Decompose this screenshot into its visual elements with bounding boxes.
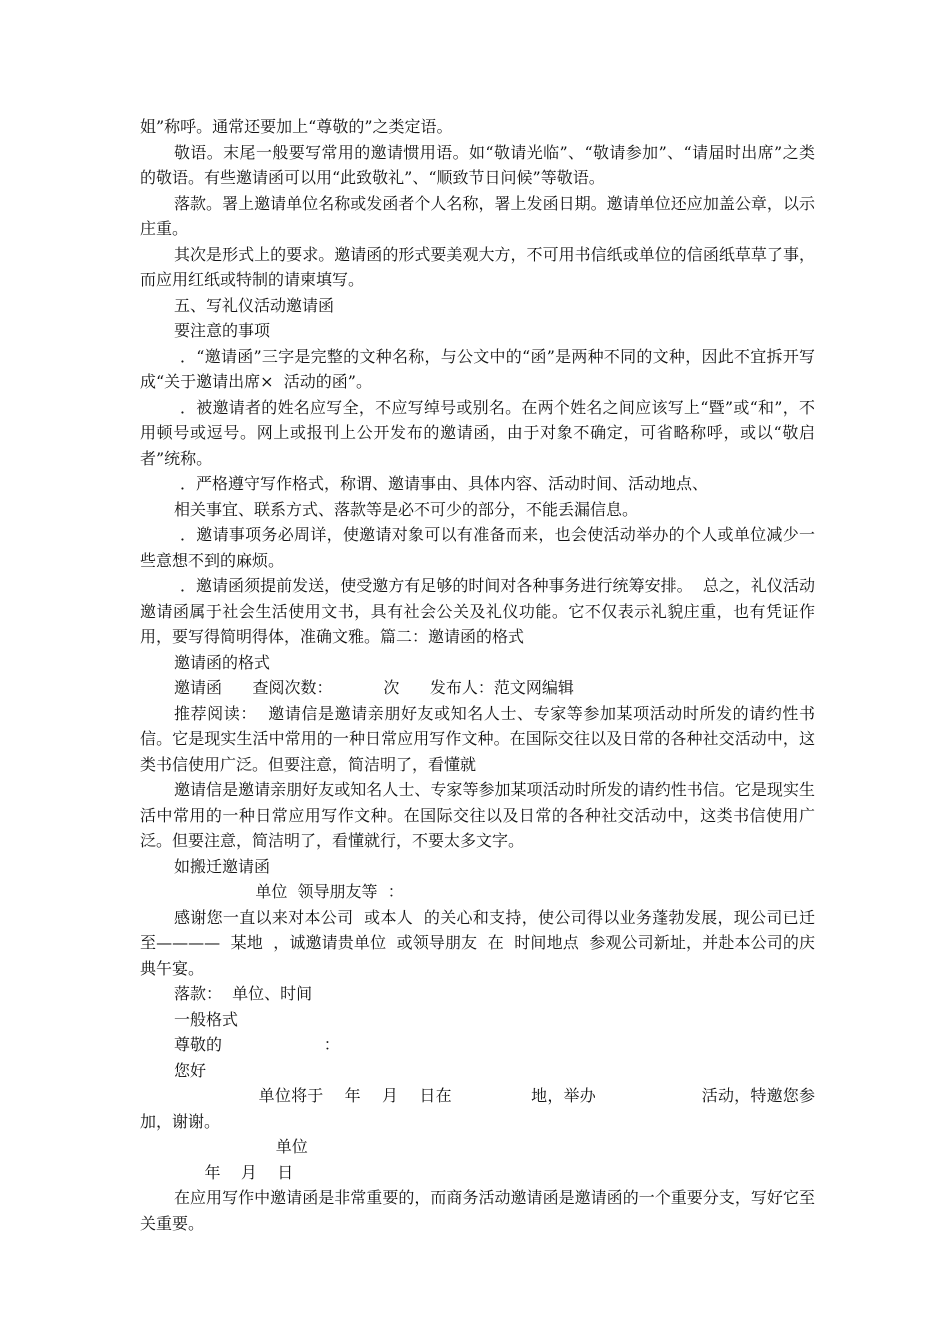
list-item: ．被邀请者的姓名应写全，不应写绰号或别名。在两个姓名之间应该写上“暨”或“和”，不用顿号或逗号。网上或报刊上公开发布的邀请函，由于对象不确定，可省略称呼，或以“敬启者”统称。 <box>140 397 815 468</box>
letter-date: 年 月 日 <box>174 1162 294 1182</box>
paragraph: 在应用写作中邀请函是非常重要的，而商务活动邀请函是邀请函的一个重要分支，写好它至关重要。 <box>140 1188 815 1233</box>
section-heading: 邀请函的格式 <box>174 652 271 672</box>
paragraph: 推荐阅读： 邀请信是邀请亲朋好友或知名人士、专家等参加某项活动时所发的请约性书信。它是现实生活中常用的一种日常应用写作文种。在国际交往以及日常的各种社交活动中，这类书信使用广泛。但要注意，简洁明了，看懂就 <box>140 703 815 774</box>
paragraph: 要注意的事项 <box>174 321 271 340</box>
letter-greeting: 您好 <box>174 1060 207 1080</box>
section-heading: 五、写礼仪活动邀请函 <box>174 295 335 315</box>
list-item: ．“邀请函”三字是完整的文种名称，与公文中的“函”是两种不同的文种，因此不宜拆开写成“关于邀请出席× 活动的函”。 <box>140 346 815 391</box>
list-item: ．邀请事项务必周详，使邀请对象可以有准备而来，也会使活动举办的个人或单位减少一些意想不到的麻烦。 <box>140 525 815 570</box>
section-heading: 一般格式 <box>174 1009 239 1029</box>
list-item: ．邀请函须提前发送，使受邀方有足够的时间对各种事务进行统筹安排。 总之，礼仪活动邀请函属于社会生活使用文书，具有社会公关及礼仪功能。它不仅表示礼貌庄重，也有凭证作用，要写得简明得体，准确文雅。篇二：邀请函的格式 <box>140 576 815 646</box>
letter-signature: 单位 <box>174 1137 308 1156</box>
paragraph: 邀请信是邀请亲朋好友或知名人士、专家等参加某项活动时所发的请约性书信。它是现实生活中常用的一种日常应用写作文种。在国际交往以及日常的各种社交活动中，这类书信使用广泛。但要注意，简洁明了，看懂就行，不要太多文字。 <box>140 780 815 850</box>
list-item: ．严格遵守写作格式，称谓、邀请事由、具体内容、活动时间、活动地点、 <box>180 474 709 493</box>
letter-body: 感谢您一直以来对本公司 或本人 的关心和支持，使公司得以业务蓬勃发展，现公司已迁至———— 某地 ，诚邀请贵单位 或领导朋友 在 时间地点 参观公司新址，并赴本公司的庆典午宴。 <box>140 907 815 978</box>
letter-body: 单位将于 年 月 日在 地，举办 活动，特邀您参加，谢谢。 <box>140 1086 815 1131</box>
letter-salutation: 单位 领导朋友等 ： <box>174 882 404 901</box>
paragraph: 相关事宜、联系方式、落款等是必不可少的部分，不能丢漏信息。 <box>174 499 639 519</box>
paragraph: 落款。署上邀请单位名称或发函者个人名称，署上发函日期。邀请单位还应加盖公章，以示庄重。 <box>140 193 815 238</box>
paragraph: 如搬迁邀请函 <box>174 856 271 876</box>
paragraph: 敬语。末尾一般要写常用的邀请惯用语。如“敬请光临”、“敬请参加”、“请届时出席”之类的敬语。有些邀请函可以用“此致敬礼”、“顺致节日问候”等敬语。 <box>140 142 815 187</box>
document-body <box>140 114 815 1236</box>
meta-line: 邀请函 查阅次数： 次 发布人：范文网编辑 <box>174 678 574 697</box>
paragraph: 其次是形式上的要求。邀请函的形式要美观大方，不可用书信纸或单位的信函纸草草了事，而应用红纸或特制的请柬填写。 <box>140 244 815 289</box>
letter-salutation: 尊敬的 ： <box>174 1035 340 1054</box>
paragraph: 姐”称呼。通常还要加上“尊敬的”之类定语。 <box>140 117 453 136</box>
letter-signoff: 落款： 单位、时间 <box>174 984 313 1003</box>
